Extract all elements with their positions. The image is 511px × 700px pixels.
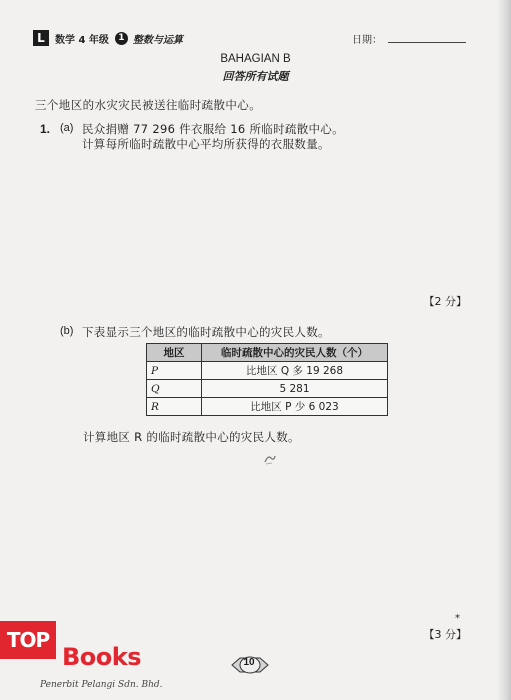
- stray-mark: *: [455, 613, 460, 624]
- table-cell-region: Q: [147, 380, 202, 398]
- part-b-label: (b): [60, 325, 74, 337]
- intro-text: 三个地区的水灾灾民被送往临时疏散中心。: [35, 98, 262, 112]
- table-row: [147, 398, 388, 416]
- question-number: 1.: [40, 122, 51, 136]
- part-b-marks: 【3 分】: [423, 628, 467, 641]
- part-b-line-1: 下表显示三个地区的临时疏散中心的灾民人数。: [82, 325, 330, 339]
- watermark-top: TOP: [0, 621, 56, 659]
- page-header: [33, 30, 183, 46]
- date-label: 日期：: [352, 35, 382, 46]
- table-row: [147, 380, 388, 398]
- part-a-marks: 【2 分】: [423, 295, 467, 308]
- section-subtitle: 回答所有试题: [222, 70, 289, 83]
- part-a-line-1: 民众捐赠 77 296 件衣服给 16 所临时疏散中心。: [82, 122, 344, 136]
- table-cell-value: 5 281: [202, 380, 388, 398]
- chapter-badge: 1: [115, 32, 128, 45]
- table-cell-region: R: [147, 398, 202, 416]
- table-cell-value: 比地区 Q 多 19 268: [202, 362, 388, 380]
- page-edge-shadow: [497, 0, 511, 700]
- part-b-line-2: 计算地区 R 的临时疏散中心的灾民人数。: [83, 430, 300, 444]
- table-header-victims: 临时疏散中心的灾民人数（个）: [202, 344, 388, 362]
- publisher-logo: L: [33, 30, 49, 46]
- table-header-region: 地区: [147, 344, 202, 362]
- watermark-books: Books: [62, 643, 142, 671]
- table-cell-value: 比地区 P 少 6 023: [202, 398, 388, 416]
- table-row: [147, 362, 388, 380]
- table-cell-region: P: [147, 362, 202, 380]
- part-a-line-2: 计算每所临时疏散中心平均所获得的衣服数量。: [82, 137, 330, 151]
- page-number: 10: [243, 657, 255, 668]
- subject-label: 数学 4 年级: [55, 34, 109, 46]
- topic-label: 整数与运算: [132, 34, 183, 46]
- part-a-label: (a): [60, 122, 74, 134]
- date-line: [388, 42, 466, 43]
- table-header-row: [147, 344, 388, 362]
- pencil-mark: [262, 452, 278, 466]
- publisher-footer: Penerbit Pelangi Sdn. Bhd.: [40, 680, 163, 690]
- evacuation-table: [146, 343, 388, 416]
- section-title: BAHAGIAN B: [220, 53, 291, 65]
